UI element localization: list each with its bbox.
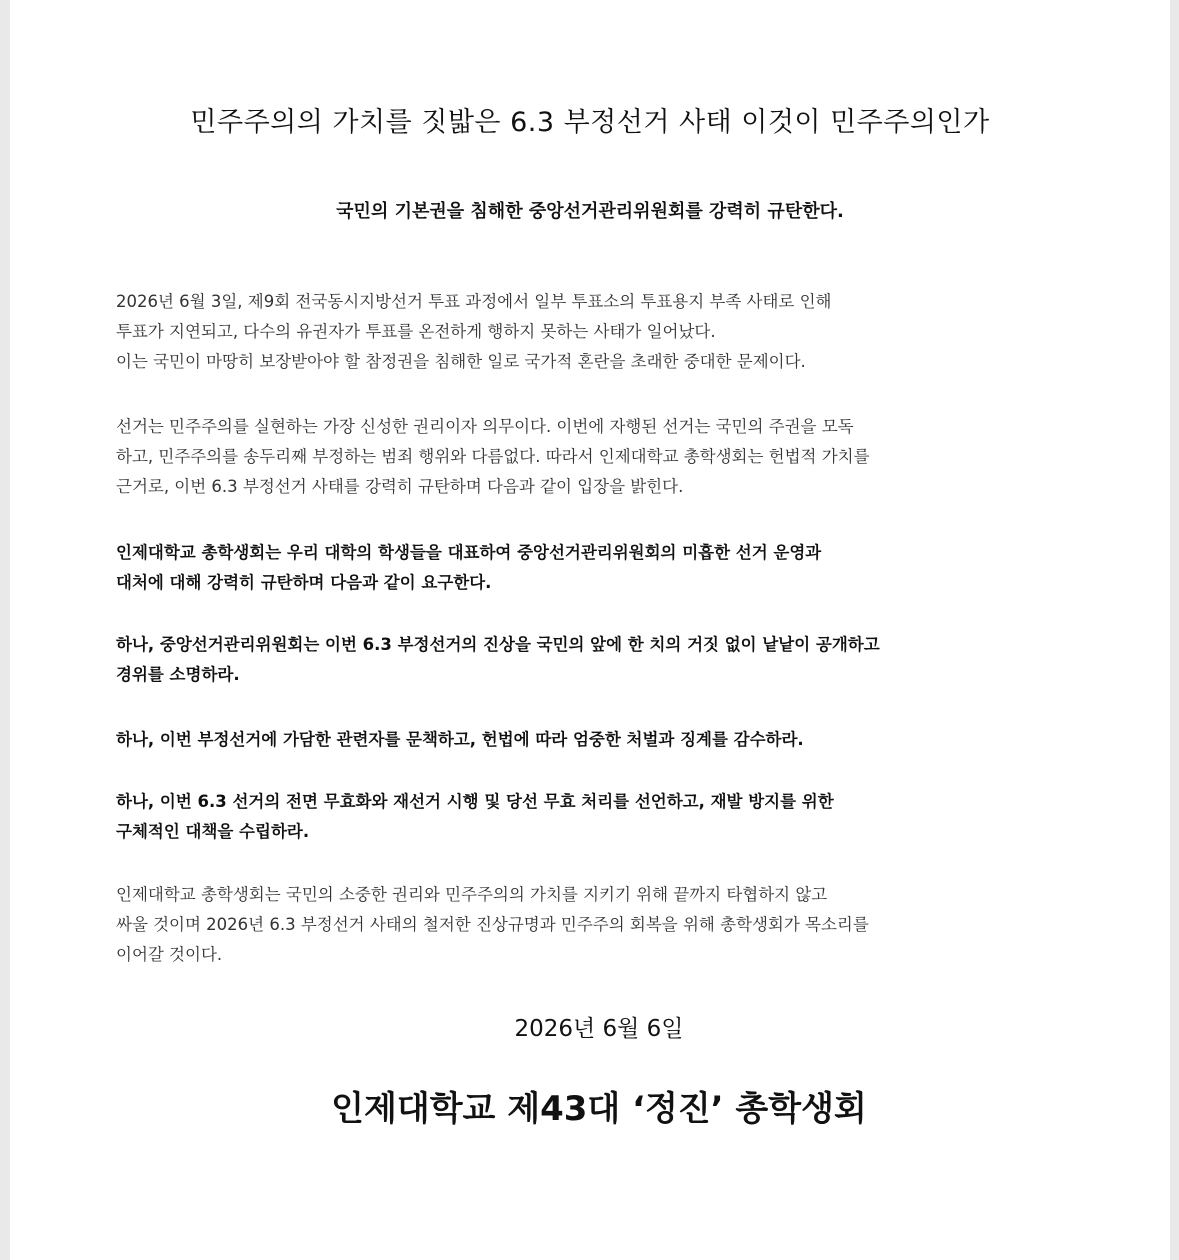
paragraph-line: 하나, 이번 부정선거에 가담한 관련자를 문책하고, 헌법에 따라 엄중한 처벌과 징계를 감수하라. — [116, 730, 804, 749]
paragraph-line: 투표가 지연되고, 다수의 유권자가 투표를 온전하게 행하지 못하는 사태가 일어났다. — [116, 322, 716, 341]
document-date: 2026년 6월 6일 — [514, 1016, 684, 1042]
paragraph-line: 인제대학교 총학생회는 우리 대학의 학생들을 대표하여 중앙선거관리위원회의 미흡한 선거 운영과 — [116, 543, 822, 562]
document-subtitle: 국민의 기본권을 침해한 중앙선거관리위원회를 강력히 규탄한다. — [336, 201, 844, 222]
organization-signature: 인제대학교 제43대 ‘정진’ 총학생회 — [331, 1089, 867, 1129]
paragraph-demand-intro — [116, 538, 1076, 598]
document-page — [10, 0, 1170, 1260]
paragraph-line: 근거로, 이번 6.3 부정선거 사태를 강력히 규탄하며 다음과 같이 입장을 밝힌다. — [116, 477, 684, 496]
paragraph-line: 하고, 민주주의를 송두리째 부정하는 범죄 행위와 다름없다. 따라서 인제대학교 총학생회는 헌법적 가치를 — [116, 447, 870, 466]
demand-item-1 — [116, 630, 1076, 690]
paragraph-line: 구체적인 대책을 수립하라. — [116, 822, 310, 841]
paragraph-line: 이어갈 것이다. — [116, 945, 223, 964]
paragraph-line: 선거는 민주주의를 실현하는 가장 신성한 권리이자 의무이다. 이번에 자행된 선거는 국민의 주권을 모독 — [116, 417, 854, 436]
paragraph-intro — [116, 287, 1076, 377]
demand-item-3 — [116, 787, 1076, 847]
paragraph-line: 2026년 6월 3일, 제9회 전국동시지방선거 투표 과정에서 일부 투표소의 투표용지 부족 사태로 인해 — [116, 292, 832, 311]
paragraph-line: 인제대학교 총학생회는 국민의 소중한 권리와 민주주의의 가치를 지키기 위해 끝까지 타협하지 않고 — [116, 885, 828, 904]
paragraph-closing — [116, 880, 1076, 970]
paragraph-line: 대처에 대해 강력히 규탄하며 다음과 같이 요구한다. — [116, 573, 492, 592]
paragraph-line: 하나, 이번 6.3 선거의 전면 무효화와 재선거 시행 및 당선 무효 처리를 선언하고, 재발 방지를 위한 — [116, 792, 834, 811]
paragraph-statement — [116, 412, 1076, 502]
paragraph-line: 경위를 소명하라. — [116, 665, 240, 684]
paragraph-line: 싸울 것이며 2026년 6.3 부정선거 사태의 철저한 진상규명과 민주주의 회복을 위해 총학생회가 목소리를 — [116, 915, 869, 934]
paragraph-line: 이는 국민이 마땅히 보장받아야 할 참정권을 침해한 일로 국가적 혼란을 초래한 중대한 문제이다. — [116, 352, 806, 371]
paragraph-line: 하나, 중앙선거관리위원회는 이번 6.3 부정선거의 진상을 국민의 앞에 한 치의 거짓 없이 낱낱이 공개하고 — [116, 635, 880, 654]
document-title: 민주주의의 가치를 짓밟은 6.3 부정선거 사태 이것이 민주주의인가 — [190, 107, 990, 138]
demand-item-2 — [116, 725, 1076, 755]
